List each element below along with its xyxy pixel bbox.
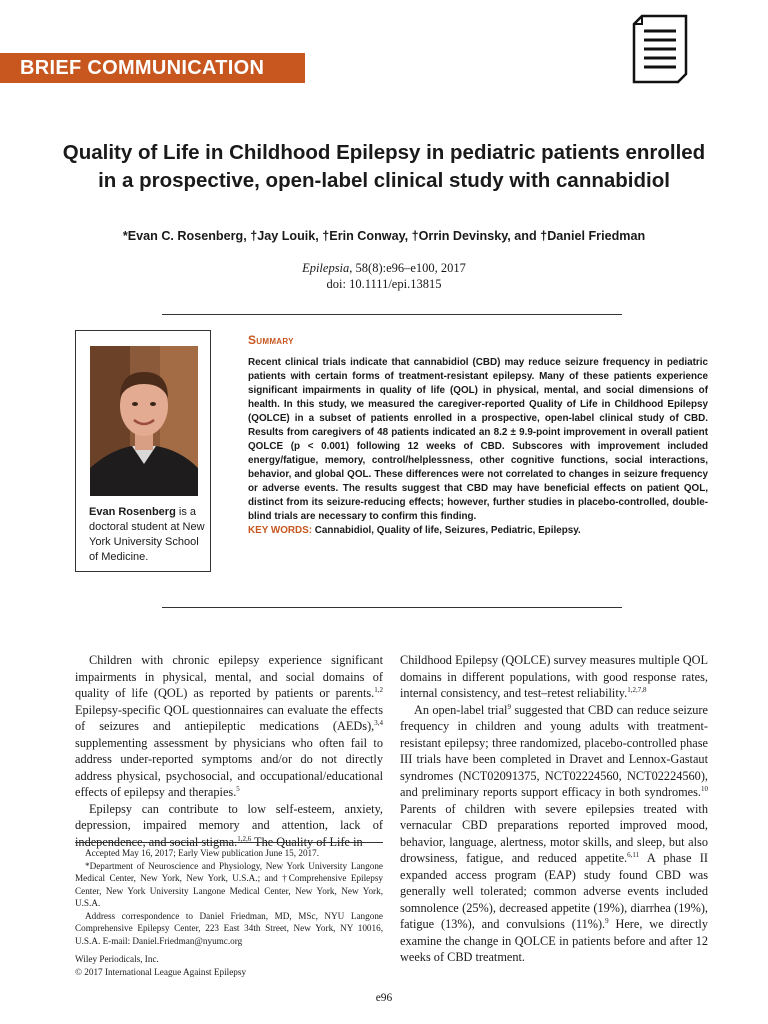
footnotes <box>75 842 383 978</box>
publisher: Wiley Periodicals, Inc. <box>75 954 159 964</box>
body-column-right <box>400 652 708 966</box>
article-title: Quality of Life in Childhood Epilepsy in pediatric patients enrolled in a prospective, open-label clinical study with cannabidiol <box>62 141 706 192</box>
page-number: e96 <box>375 992 393 1004</box>
reference[interactable]: 3,4 <box>374 718 383 727</box>
author-bio <box>89 505 207 565</box>
reference[interactable]: 1,2,6 <box>237 834 252 843</box>
accepted-date: Accepted May 16, 2017; Early View publication June 15, 2017. <box>85 848 320 858</box>
summary-text: Recent clinical trials indicate that cannabidiol (CBD) may reduce seizure frequency in pediatric patients with certain forms of treatment-resistant epilepsy. Many of these patients experience significant impairments in quality of life (QOL) in physical, mental, and social dimensions of health. In this study, we measured the caregiver-reported Quality of Life in Childhood Epilepsy (QOLCE) in a subset of patients enrolled in a prospective, open-label clinical study of CBD. Results from caregivers of 48 patients indicated an 8.2 ± 9.9-point improvement in overall patient QOLCE (p < 0.001) following 12 weeks of CBD. Subscores with improvement included energy/fatigue, memory, control/helplessness, other cognitive functions, social interactions, behavior, and global QOL. These differences were not correlated to changes in seizure frequency or adverse events. The results suggest that CBD may have beneficial effects on patient QOL, distinct from its seizure-reducing effects; however, further studies in placebo-controlled, double-blind trials are necessary to confirm this finding. <box>248 357 708 522</box>
reference[interactable]: 1,2 <box>374 685 383 694</box>
keywords-text: Cannabidiol, Quality of life, Seizures, Pediatric, Epilepsy. <box>312 525 581 536</box>
reference[interactable]: 9 <box>605 916 609 925</box>
author-bio-box <box>75 330 211 572</box>
keywords <box>248 524 708 538</box>
summary-heading: Summary <box>248 333 294 347</box>
author-list: *Evan C. Rosenberg, †Jay Louik, †Erin Conway, †Orrin Devinsky, and †Daniel Friedman <box>122 229 646 243</box>
divider-bottom <box>162 607 622 608</box>
author-photo <box>90 346 198 496</box>
reference[interactable]: 10 <box>701 784 708 793</box>
journal-name: Epilepsia <box>302 261 350 275</box>
divider-top <box>162 314 622 315</box>
section-banner: BRIEF COMMUNICATION <box>0 53 305 83</box>
paragraph: Epilepsy can contribute to low self-esteem, anxiety, depression, impaired memory and attention, lack of independence, and social stigma.$^{1,2,6}$ The Quality of Life in <box>75 801 383 849</box>
summary-section <box>248 333 708 538</box>
paragraph: Childhood Epilepsy (QOLCE) survey measures multiple QOL domains in different populations, with good response rates, internal consistency, and test–retest reliability.$^{1,2,7,8}$ <box>400 653 708 700</box>
body-column-left <box>75 652 383 850</box>
correspondence: Address correspondence to Daniel Friedman, MD, MSc, NYU Langone Comprehensive Epilepsy Center, 223 East 34th Street, New York, NY 10016, U.S.A. E-mail: Daniel.Friedman@nyumc.org <box>75 910 383 946</box>
document-icon <box>632 14 688 84</box>
paragraph: Children with chronic epilepsy experience significant impairments in physical, mental, and social domains of quality of life (QOL) as reported by patients or parents.$^{1,2}$ Epilepsy-specific QOL questionnaires can evaluate the effects of seizures and antiepileptic medications (AEDs),$^{3,4}$ supplementing assessment by physicians who often fail to address under-reported symptoms and/or do not directly address physical, psychosocial, and occupational/educational effects of epilepsy and therapies.$^5$ <box>75 653 383 799</box>
reference[interactable]: 1,2,7,8 <box>627 685 647 694</box>
keywords-label: KEY WORDS: <box>248 525 313 536</box>
reference[interactable]: 9 <box>507 702 511 711</box>
paragraph: An open-label trial$^9$ suggested that CBD can reduce seizure frequency in children and young adults with treatment-resistant epilepsy; three randomized, placebo-controlled phase III trials have been completed in Dravet and Lennox-Gastaut syndromes (NCT02091375, NCT02224560, NCT02224560), and preliminary reports support efficacy in both syndromes.$^{10}$ Parents of children with severe epilepsies treated with vernacular CBD preparations reported improved mood, behavior, language, alertness, motor skills, and sleep, but also drowsiness, fatigue, and reduced appetite.$^{6,11}$ A phase II expanded access program (EAP) study found CBD was generally well tolerated; common adverse events included somnolence (25%), decreased appetite (19%), diarrhea (19%), fatigue (13%), and convulsions (11%).$^9$ Here, we directly examine the change in QOLCE in patients before and after 12 weeks of CBD treatment. <box>400 702 708 964</box>
doi-link[interactable]: doi: 10.1111/epi.13815 <box>326 277 442 291</box>
reference[interactable]: 6,11 <box>627 850 640 859</box>
reference[interactable]: 5 <box>236 784 240 793</box>
bio-text: is a doctoral student at New York University School of Medicine. <box>89 506 205 563</box>
affiliations: *Department of Neuroscience and Physiology, New York University Langone Medical Center, New York, New York, U.S.A.; and †Comprehensive Epilepsy Center, New York University Langone Medical Center, New York, New York, U.S.A. <box>75 860 383 908</box>
citation <box>200 260 568 292</box>
bio-name: Evan Rosenberg <box>89 506 176 518</box>
copyright: © 2017 International League Against Epilepsy <box>75 966 247 977</box>
volume-pages: , 58(8):e96–e100, 2017 <box>349 261 466 275</box>
